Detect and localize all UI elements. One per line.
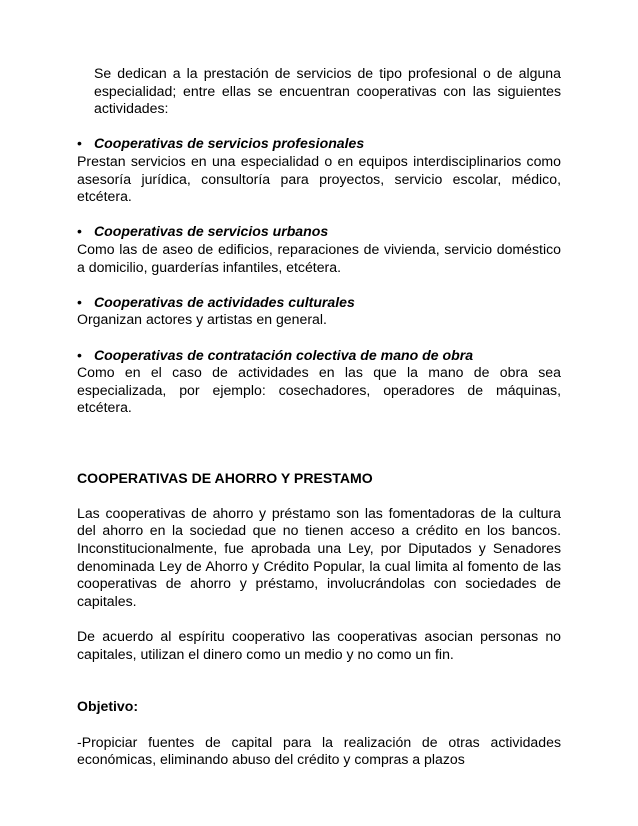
bullet-icon: • [77, 135, 82, 152]
intro-paragraph: Se dedican a la prestación de servicios de tipo profesional o de alguna especialidad; entre ellas se encuentran cooperativas con las siguientes actividades: [94, 65, 561, 117]
bullet-item-title [77, 135, 561, 153]
item-description: Prestan servicios en una especialidad o en equipos interdisciplinarios como asesoría jurídica, consultoría para proyectos, servicio escolar, médico, etcétera. [77, 152, 561, 205]
item-title: Cooperativas de actividades culturales [94, 293, 355, 310]
spacer [77, 716, 561, 734]
bullet-item-title [77, 347, 561, 365]
document-page [77, 65, 561, 769]
spacer [77, 118, 561, 136]
item-title: Cooperativas de servicios urbanos [94, 223, 329, 240]
bullet-item-title [77, 223, 561, 241]
bullet-icon: • [77, 346, 82, 363]
section-paragraph: De acuerdo al espíritu cooperativo las cooperativas asocian personas no capitales, utilizan el dinero como un medio y no como un fin. [77, 628, 561, 662]
objective-heading: Objetivo: [77, 698, 139, 715]
objective-paragraph: -Propiciar fuentes de capital para la realización de otras actividades económicas, eliminando abuso del crédito y compras a plazos [77, 733, 561, 768]
section-heading: COOPERATIVAS DE AHORRO Y PRESTAMO [77, 469, 373, 486]
spacer [77, 276, 561, 294]
section-paragraph: Las cooperativas de ahorro y préstamo son las fomentadoras de la cultura del ahorro en la sociedad que no tienen acceso a crédito en los bancos. Inconstitucionalmente, fue aprobada una Ley, por Diputados y Senadores denominada Ley de Ahorro y Crédito Popular, la cual limita al fomento de las cooperativas de ahorro y préstamo, involucrándolas con sociedades de capitales. [77, 504, 561, 609]
bullet-item-title [77, 294, 561, 312]
spacer [77, 610, 561, 628]
item-title: Cooperativas de servicios profesionales [94, 135, 365, 152]
spacer [77, 206, 561, 224]
bullet-icon: • [77, 223, 82, 240]
spacer [77, 487, 561, 505]
spacer [77, 452, 561, 470]
item-description: Como en el caso de actividades en las que la mano de obra sea especializada, por ejemplo: cosechadores, operadores de máquinas, etcétera. [77, 364, 561, 416]
item-title: Cooperativas de contratación colectiva de mano de obra [94, 346, 474, 363]
spacer [77, 329, 561, 347]
spacer [77, 663, 561, 681]
item-description: Organizan actores y artistas en general. [77, 311, 327, 328]
bullet-icon: • [77, 293, 82, 310]
spacer [77, 417, 561, 435]
spacer [77, 434, 561, 452]
item-description: Como las de aseo de edificios, reparaciones de vivienda, servicio doméstico a domicilio, guarderías infantiles, etcétera. [77, 240, 561, 275]
spacer [77, 681, 561, 699]
